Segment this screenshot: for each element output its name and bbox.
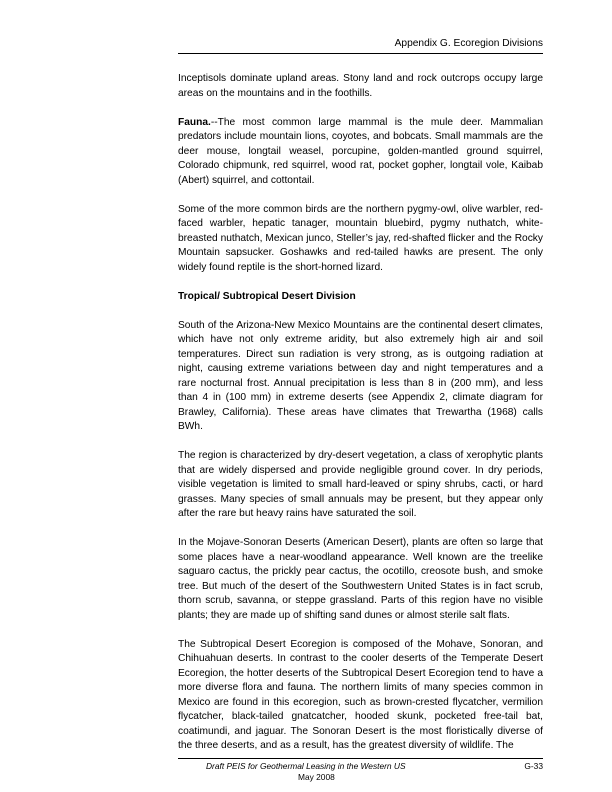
fauna-lead: Fauna. (178, 116, 211, 128)
running-header: Appendix G. Ecoregion Divisions (394, 38, 543, 49)
header-rule (178, 53, 543, 54)
section-heading: Tropical/ Subtropical Desert Division (178, 290, 356, 302)
paragraph-fauna (178, 116, 543, 189)
paragraph-vegetation: The region is characterized by dry-desert vegetation, a class of xerophytic plants that are widely dispersed and provide negligible ground cover. In dry periods, visible vegetation is limited to small hard-leaved or spiny shrubs, cacti, or hard grasses. Many species of small annuals may be present, but they appear only after the rare but heavy rains have saturated the soil. (178, 450, 543, 519)
footer-title: Draft PEIS for Geothermal Leasing in the Western US (206, 761, 406, 771)
footer-date: May 2008 (298, 772, 335, 782)
paragraph-climate: South of the Arizona-New Mexico Mountains are the continental desert climates, which have not only extreme aridity, but also extremely high air and soil temperatures. Direct sun radiation is very strong, as is outgoing radiation at night, causing extreme variations between day and night temperatures and a rare nocturnal frost. Annual precipitation is less than 8 in (200 mm), and less than 4 in (100 mm) in extreme deserts (see Appendix 2, climate diagram for Brawley, California). These areas have climates that Trewartha (1968) calls BWh. (178, 319, 543, 432)
paragraph-inceptisols: Inceptisols dominate upland areas. Stony land and rock outcrops occupy large areas on the mountains and in the foothills. (178, 73, 543, 99)
page-number: G-33 (524, 761, 543, 771)
fauna-text: --The most common large mammal is the mule deer. Mammalian predators include mountain lions, coyotes, and bobcats. Small mammals are the deer mouse, longtail weasel, porcupine, golden-mantled ground squirrel, Colorado chipmunk, red squirrel, wood rat, pocket gopher, longtail vole, Kaibab (Abert) squirrel, and cottontail. (178, 116, 543, 186)
footer-rule (178, 758, 543, 759)
paragraph-birds: Some of the more common birds are the northern pygmy-owl, olive warbler, red-faced warbler, hepatic tanager, mountain bluebird, pygmy nuthatch, white-breasted nuthatch, Mexican junco, Steller’s jay, red-shafted flicker and the Rocky Mountain sapsucker. Goshawks and red-tailed hawks are present. The only widely found reptile is the short-horned lizard. (178, 203, 543, 273)
paragraph-subtropical-ecoregion: The Subtropical Desert Ecoregion is composed of the Mohave, Sonoran, and Chihuahuan deserts. In contrast to the cooler deserts of the Temperate Desert Ecoregion, the hotter deserts of the Subtropical Desert Ecoregion tend to have a more diverse flora and fauna. The northern limits of many species common in Mexico are found in this ecoregion, such as brown-crested flycatcher, vermilion flycatcher, black-tailed gnatcatcher, hooded skunk, pocketed free-tail bat, coatimundi, and jaguar. The Sonoran Desert is the most floristically diverse of the three deserts, and as a result, has the greatest diversity of wildlife. The (178, 638, 543, 751)
page-body (178, 72, 543, 754)
paragraph-mojave-sonoran: In the Mojave-Sonoran Deserts (American Desert), plants are often so large that some places have a near-woodland appearance. Well known are the treelike saguaro cactus, the prickly pear cactus, the ocotillo, creosote bush, and smoke tree. But much of the desert of the Southwestern United States is in fact scrub, thorn scrub, savanna, or steppe grassland. Parts of this region have no visible plants; they are made up of shifting sand dunes or almost sterile salt flats. (178, 537, 543, 621)
